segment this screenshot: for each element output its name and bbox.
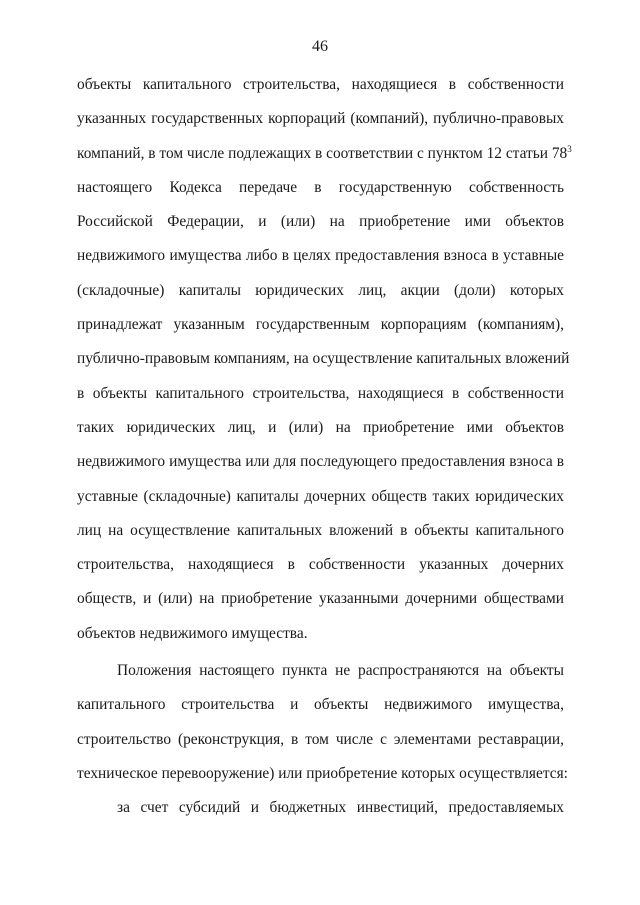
page-number: 46 <box>312 38 328 55</box>
text-line: строительство (реконструкция, в том числе с элементами реставрации, <box>77 730 564 748</box>
paragraph-continuation <box>77 68 572 651</box>
text-line: капитального строительства и объекты недвижимого имущества, <box>77 696 564 714</box>
paragraph-subsidies <box>77 791 564 825</box>
text-line: недвижимого имущества или для последующего предоставления взноса в <box>77 453 564 471</box>
text-line: лиц на осуществление капитальных вложений в объекты капитального <box>77 521 564 539</box>
text-line: техническое перевооружение) или приобретение которых осуществляется: <box>77 764 568 782</box>
superscript-article-number: 3 <box>567 143 572 154</box>
text-line: таких юридических лиц, и (или) на приобретение ими объектов <box>77 418 564 436</box>
text-line: недвижимого имущества либо в целях предоставления взноса в уставные <box>77 247 564 265</box>
text-line: принадлежат указанным государственным корпорациям (компаниям), <box>77 316 564 334</box>
paragraph-exclusions <box>77 654 568 791</box>
text-line-content: компаний, в том числе подлежащих в соответствии с пунктом 12 статьи 78 <box>77 144 568 162</box>
text-line: строительства, находящиеся в собственности указанных дочерних <box>77 556 564 574</box>
text-line: за счет субсидий и бюджетных инвестиций, предоставляемых <box>117 799 564 817</box>
text-line <box>77 137 572 171</box>
text-line: уставные (складочные) капиталы дочерних обществ таких юридических <box>77 487 564 505</box>
text-line: в объекты капитального строительства, находящиеся в собственности <box>77 384 564 402</box>
text-line: объекты капитального строительства, находящиеся в собственности <box>77 76 564 93</box>
text-line: указанных государственных корпораций (компаний), публично-правовых <box>77 110 564 128</box>
text-line: Российской Федерации, и (или) на приобретение ими объектов <box>77 213 564 231</box>
text-line: обществ, и (или) на приобретение указанными дочерними обществами <box>77 590 564 608</box>
document-body <box>77 68 572 826</box>
text-line: Положения настоящего пункта не распространяются на объекты <box>117 662 564 680</box>
text-line: настоящего Кодекса передаче в государственную собственность <box>77 178 564 196</box>
text-line: объектов недвижимого имущества. <box>77 624 308 642</box>
text-line: публично-правовым компаниям, на осуществление капитальных вложений <box>77 350 570 368</box>
text-line: (складочные) капиталы юридических лиц, акции (доли) которых <box>77 281 564 299</box>
